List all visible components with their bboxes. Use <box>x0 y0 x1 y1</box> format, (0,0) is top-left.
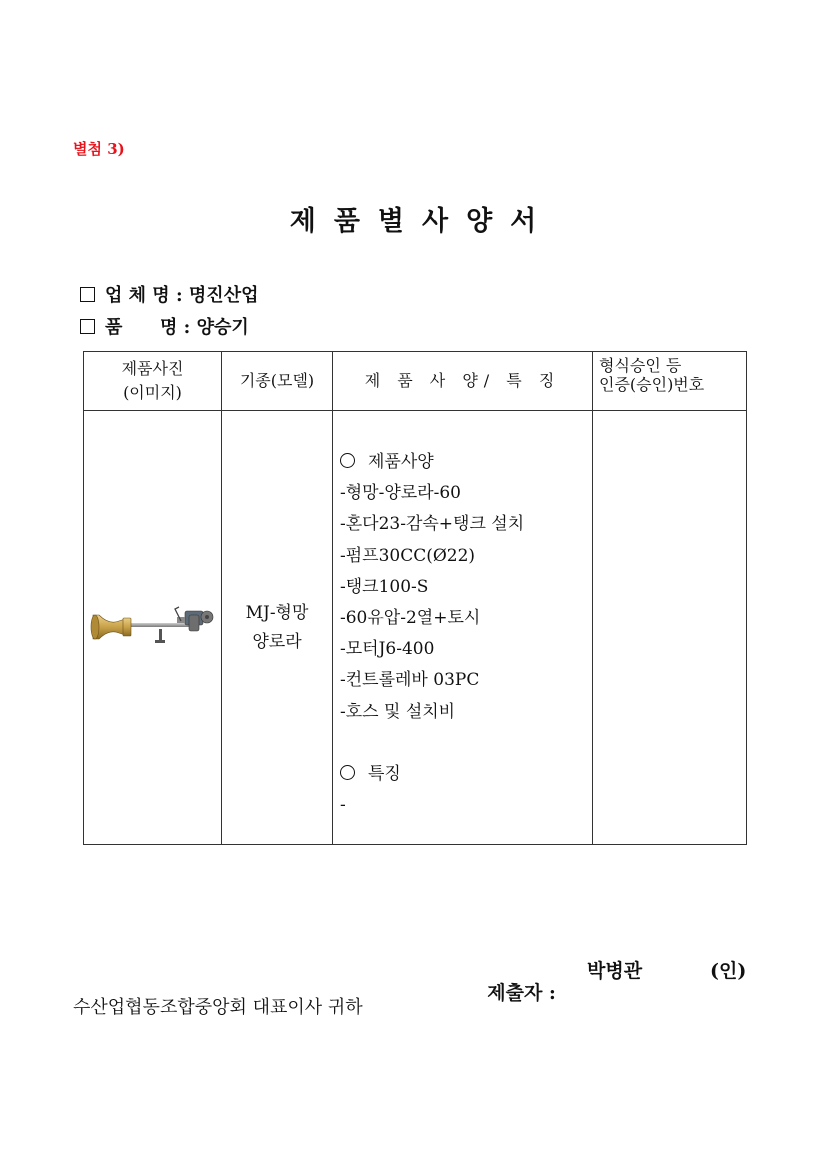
header-spec: 제 품 사 양/ 특 징 <box>333 352 593 411</box>
company-value: 명진산업 <box>188 285 259 306</box>
spec-item: -혼다23-감속+탱크 설치 <box>340 514 525 535</box>
model-cell: MJ-형망 양로라 <box>222 411 333 845</box>
spec-item: -호스 및 설치비 <box>340 701 456 722</box>
spec-item: -60유압-2열+토시 <box>340 607 481 628</box>
recipient: 수산업협동조합중앙회 대표이사 귀하 <box>73 997 363 1018</box>
certification-cell <box>593 411 747 845</box>
spec-heading: 제품사양 <box>368 452 434 472</box>
checkbox-icon <box>80 287 95 302</box>
submitter-line <box>474 956 747 1049</box>
company-label: 업 체 명 <box>105 285 170 306</box>
header-model: 기종(모델) <box>222 352 333 411</box>
spec-heading-line <box>340 447 592 478</box>
attachment-label: 별첨 3) <box>73 140 125 158</box>
product-label: 품 명 <box>105 317 178 338</box>
circle-bullet-icon <box>340 765 355 780</box>
spec-item: -펌프30CC(Ø22) <box>340 545 476 566</box>
company-separator: : <box>175 285 183 306</box>
document-title: 제품별사양서 <box>289 206 555 237</box>
spec-table <box>83 351 747 845</box>
product-value: 양승기 <box>196 317 249 338</box>
header-photo: 제품사진 (이미지) <box>84 352 222 411</box>
submitter-label: 제출자 : <box>487 982 556 1004</box>
winch-roller-photo <box>89 601 217 651</box>
table-header-row <box>84 352 747 411</box>
checkbox-icon <box>80 319 95 334</box>
spec-item: -모터J6-400 <box>340 639 435 660</box>
circle-bullet-icon <box>340 453 355 468</box>
feature-item: - <box>340 795 346 816</box>
spec-item: -탱크100-S <box>340 576 429 597</box>
spacer <box>340 728 592 759</box>
spec-cell <box>333 411 593 845</box>
spec-item: -형망-양로라-60 <box>340 483 461 504</box>
product-row <box>80 313 249 339</box>
feature-heading-line <box>340 759 592 790</box>
feature-heading: 특징 <box>368 763 401 784</box>
header-certification: 형식승인 등 인증(승인)번호 <box>593 352 747 411</box>
table-row <box>84 411 747 845</box>
spec-item: -컨트롤레바 03PC <box>340 670 480 691</box>
submitter-seal: (인) <box>710 960 747 982</box>
submitter-name: 박병관 <box>587 960 643 982</box>
company-row <box>80 281 258 307</box>
product-photo-cell <box>84 411 222 845</box>
product-separator: : <box>183 317 191 338</box>
